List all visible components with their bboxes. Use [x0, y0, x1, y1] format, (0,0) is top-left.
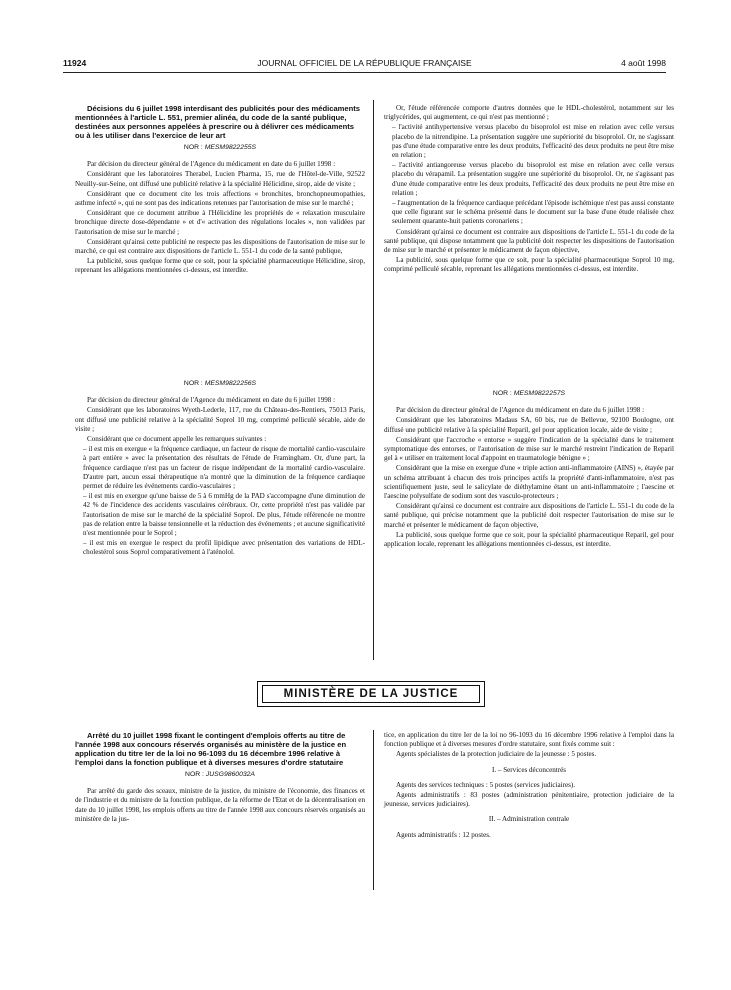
paragraph: Considérant qu'ainsi ce document est contraire aux dispositions de l'article L. 551-1 du code de la santé publique, qui précise notamment que la publicité doit respecter l'autorisation de mise sur le marché et présenter le médicament de façon objective, [384, 502, 674, 529]
nor-reference: NOR : MESM9822256S [183, 380, 257, 387]
paragraph: Par arrêté du garde des sceaux, ministre de la justice, du ministre de l'économie, des finances et de l'industrie et du ministre de la fonction publique, de la réforme de l'Etat et de la décentralisation en date du 10 juillet 1998, les emplois offerts au titre de l'année 1998 aux concours réservés organisés au ministère de la jus- [75, 787, 365, 823]
ministry-banner [257, 681, 485, 707]
list-item: – l'activité antihypertensive versus placebo du bisoprolol est mise en relation avec celle versus placebo de la nitrendipine. La présentation suggère une supériorité du bisoprolol. Or, ne s'agissant pas d'une étude comparative entre les deux produits, l'efficacité des deux produits ne peut être mise en relation ; [392, 123, 674, 160]
column-divider-upper [373, 100, 374, 660]
section-heading: I. – Services déconcentrés [491, 765, 567, 774]
paragraph: Or, l'étude référencée comporte d'autres données que le HDL-cholestérol, notamment sur les triglycérides, qui augmentent, ce qui n'est pas mentionné ; [384, 104, 674, 122]
paragraph: La publicité, sous quelque forme que ce soit, pour la spécialité pharmaceutique Soprol 10 mg, comprimé pelliculé sécable, reprenant les allégations mentionnées ci-dessus, est interdite. [384, 256, 674, 274]
list-item: – il est mis en exergue qu'une baisse de 5 à 6 mmHg de la PAD s'accompagne d'une diminution de 42 % de l'incidence des accidents vasculaires cérébraux. Or, cette propriété n'est pas validée par l'autorisation de mise sur le marché de la spécialité Soprol. De plus, l'étude référencée ne montre pas de relation entre la baisse tensionnelle et la réduction des événements ; et aucune significativité n'est mentionnée pour le Soprol ; [83, 492, 365, 538]
journal-title: JOURNAL OFFICIEL DE LA RÉPUBLIQUE FRANÇAISE [257, 58, 472, 68]
paragraph: Par décision du directeur général de l'Agence du médicament en date du 6 juillet 1998 : [87, 160, 336, 169]
paragraph: Considérant que les laboratoires Madaus SA, 60 bis, rue de Bellevue, 92100 Boulogne, ont diffusé une publicité relative à la spécialité Reparil, gel pour application locale, aide de visite ; [384, 416, 674, 434]
list-item: – l'augmentation de la fréquence cardiaque précédant l'épisode ischémique n'est pas aussi constante que celle figurant sur le schéma présenté dans le document sur la base d'une étude réalisée chez seulement quarante-huit patients coronariens ; [392, 199, 674, 226]
page-header [63, 56, 666, 70]
decision-soprol-continued [384, 104, 674, 276]
issue-date: 4 août 1998 [621, 58, 666, 68]
paragraph: Considérant que les laboratoires Therabel, Lucien Pharma, 15, rue de l'Hôtel-de-Ville, 92522 Neuilly-sur-Seine, ont diffusé une publicité relative à la spécialité Hélicidine, sirop, aide de visite ; [75, 170, 365, 188]
list-item: – l'activité antiangoreuse versus placebo du bisoprolol est mise en relation avec celle versus placebo du vérapamil. La présentation suggère une supériorité du bisoprolol. Or, ne s'agissant pas d'une étude comparative entre les deux produits, l'efficacité des deux produits ne peut être mise en relation ; [392, 161, 674, 197]
nor-reference: NOR : MESM9822255S [183, 144, 257, 151]
nor-reference: NOR : JUSG9860032A [185, 771, 255, 778]
list-item: Agents administratifs : 83 postes (administration pénitentiaire, protection judiciaire de la jeunesse, services judiciaires). [384, 791, 674, 809]
paragraph: Considérant que la mise en exergue d'une « triple action anti-inflammatoire (AINS) », étayée par un schéma attribuant à chacun des trois principes actifs la propriété d'anti-inflammatoire, n'est pas scientifiquement juste, seul le salicylate de diéthylamine étant un anti-inflammatoire ; l'aescine et l'aescine polysulfate de sodium sont des vasculo-protecteurs ; [384, 464, 674, 501]
decision-soprol [75, 376, 365, 559]
paragraph: Considérant que l'accroche « entorse » suggère l'indication de la spécialité dans le traitement symptomatique des entorses, or l'autorisation de mise sur le marché restreint l'indication de Reparil gel à « utiliser en traitement local d'appoint en traumatologie bénigne » ; [384, 435, 674, 463]
paragraph: Considérant qu'ainsi ce document est contraire aux dispositions de l'article L. 551-1 du code de la santé publique, qui dispose notamment que la publicité doit respecter les dispositions de l'autorisation de mise sur le marché et présenter le médicament de façon objective, [384, 227, 674, 255]
list-item: – il est mis en exergue le respect du profil lipidique avec présentation des variations de HDL-cholestérol sous Soprol comparativement à l'aténolol. [83, 539, 365, 557]
arrete-justice-continued [384, 731, 674, 841]
paragraph: Considérant qu'ainsi cette publicité ne respecte pas les dispositions de l'autorisation de mise sur le marché, ce qui est contraire aux dispositions de l'article L. 551-1 du code de la santé publique, [75, 237, 365, 256]
paragraph: Par décision du directeur général de l'Agence du médicament en date du 6 juillet 1998 : [396, 406, 645, 415]
ministry-title: MINISTÈRE DE LA JUSTICE [262, 685, 480, 703]
paragraph: La publicité, sous quelque forme que ce soit, pour la spécialité pharmaceutique Hélicidine, sirop, reprenant les allégations mentionnées ci-dessus, est interdite. [75, 257, 365, 275]
paragraph: Agents spécialistes de la protection judiciaire de la jeunesse : 5 postes. [396, 750, 597, 759]
paragraph: Considérant que ce document attribue à l'Hélicidine les propriétés de « relaxation musculaire bronchique directe dose-dépendante » et d'« activation des régulations locales », non validées par l'autorisation de mise sur le marché ; [75, 209, 365, 236]
arrete-justice [75, 731, 365, 825]
paragraph: Considérant que ce document cite les trois affections « bronchites, bronchopneumopathies, asthme infecté », qui ne sont pas des indications retenues par l'autorisation de mise sur le marché ; [75, 189, 365, 208]
paragraph: Par décision du directeur général de l'Agence du médicament en date du 6 juillet 1998 : [87, 396, 336, 405]
paragraph: Considérant que ce document appelle les remarques suivantes : [87, 435, 267, 444]
arrete-title: Arrêté du 10 juillet 1998 fixant le contingent d'emplois offerts au titre de l'année 1998 aux concours réservés organisés au ministère de la justice en application du titre Ier de la loi no 96-1093 du 16 décembre 1996 relative à l'emploi dans la fonction publique et à diverses mesures d'ordre statutaire [75, 731, 347, 767]
column-divider-lower [373, 730, 374, 890]
paragraph: La publicité, sous quelque forme que ce soit, pour la spécialité pharmaceutique Reparil, gel pour application locale, reprenant les allégations mentionnées ci-dessus, est interdite. [384, 530, 674, 549]
header-rule [63, 72, 666, 73]
decision-reparil [384, 386, 674, 550]
paragraph: tice, en application du titre Ier de la loi no 96-1093 du 16 décembre 1996 relative à l'emploi dans la fonction publique et à diverses mesures d'ordre statutaire, sont fixés comme suit : [384, 731, 674, 749]
nor-reference: NOR : MESM9822257S [492, 390, 566, 397]
paragraph: Considérant que les laboratoires Wyeth-Lederle, 117, rue du Château-des-Rentiers, 75013 Paris, ont diffusé une publicité relative à la spécialité Soprol 10 mg, comprimé pelliculé sécable, aide de visite ; [75, 406, 365, 433]
page-number: 11924 [63, 58, 87, 68]
decision-helicidine [75, 104, 365, 277]
decisions-title: Décisions du 6 juillet 1998 interdisant des publicités pour des médicaments mentionnées à l'article L. 551, premier alinéa, du code de la santé publique, destinées aux personnes appelées à prescrire ou à délivrer ces médicaments ou à les utiliser dans l'exercice de leur art [75, 104, 361, 140]
list-item: Agents des services techniques : 5 postes (services judiciaires). [396, 780, 576, 789]
section-heading: II. – Administration centrale [488, 815, 570, 824]
list-item: Agents administratifs : 12 postes. [396, 830, 491, 839]
list-item: – il est mis en exergue « la fréquence cardiaque, un facteur de risque de mortalité cardio-vasculaire à part entière » avec la présentation des résultats de l'étude de Framingham. Or, d'une part, la fréquence cardiaque n'est pas un facteur de risque indépendant de la mortalité cardio-vasculaire. D'autre part, aucun essai thérapeutique n'a montré que la diminution de la fréquence cardiaque permet de réduire les événements cardio-vasculaires ; [83, 445, 365, 491]
